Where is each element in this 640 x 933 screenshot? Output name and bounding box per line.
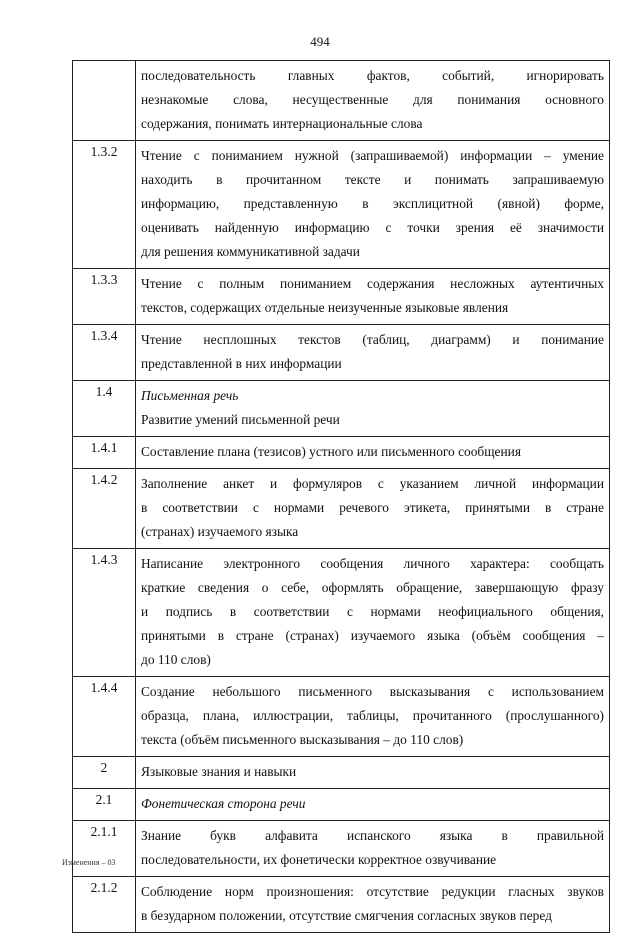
table-row	[73, 789, 610, 821]
text-line: содержания, понимать интернациональные слова	[141, 116, 423, 131]
row-text	[136, 61, 610, 141]
text-line: Развитие умений письменной речи	[141, 412, 340, 427]
footer-note: Изменения – 03	[62, 858, 116, 867]
row-text	[136, 549, 610, 677]
table-row	[73, 381, 610, 437]
table-row	[73, 61, 610, 141]
row-text	[136, 821, 610, 877]
text-line: до 110 слов)	[141, 652, 211, 667]
table-row	[73, 325, 610, 381]
text-line: Написание электронного сообщения личного характера: сообщать	[141, 556, 604, 571]
text-line: информацию, представленную в эксплицитной (явной) форме,	[141, 196, 604, 211]
table-row	[73, 877, 610, 933]
text-line: последовательности, их фонетически корректное озвучивание	[141, 852, 497, 867]
row-text	[136, 757, 610, 789]
text-line: Языковые знания и навыки	[141, 764, 297, 779]
text-line: для решения коммуникативной задачи	[141, 244, 360, 259]
row-code: 1.3.4	[73, 325, 136, 381]
row-code: 1.4	[73, 381, 136, 437]
row-code: 2.1.2	[73, 877, 136, 933]
text-line: Чтение с пониманием нужной (запрашиваемой) информации – умение	[141, 148, 604, 163]
row-code: 2.1.1	[73, 821, 136, 877]
row-code: 1.3.2	[73, 141, 136, 269]
text-line: Знание букв алфавита испанского языка в правильной	[141, 828, 604, 843]
row-code: 1.4.2	[73, 469, 136, 549]
row-code: 2	[73, 757, 136, 789]
text-line: Соблюдение норм произношения: отсутствие редукции гласных звуков	[141, 884, 604, 899]
text-line: Составление плана (тезисов) устного или письменного сообщения	[141, 444, 521, 459]
row-text	[136, 325, 610, 381]
text-line: текстов, содержащих отдельные неизученные языковые явления	[141, 300, 509, 315]
table-row	[73, 141, 610, 269]
row-text	[136, 677, 610, 757]
text-line: Чтение с полным пониманием содержания несложных аутентичных	[141, 276, 604, 291]
text-line: Чтение несплошных текстов (таблиц, диаграмм) и понимание	[141, 332, 604, 347]
content-table	[72, 60, 610, 933]
row-code: 1.4.4	[73, 677, 136, 757]
row-code	[73, 61, 136, 141]
text-line: и подпись в соответствии с нормами неофициального общения,	[141, 604, 604, 619]
table-row	[73, 549, 610, 677]
table-row	[73, 437, 610, 469]
text-line: образца, плана, иллюстрации, таблицы, прочитанного (прослушанного)	[141, 708, 604, 723]
page-number: 494	[310, 34, 330, 49]
text-line: оценивать найденную информацию с точки зрения её значимости	[141, 220, 604, 235]
section-title: Фонетическая сторона речи	[141, 796, 306, 811]
row-code: 1.4.3	[73, 549, 136, 677]
text-line: представленной в них информации	[141, 356, 342, 371]
table-row	[73, 757, 610, 789]
row-text	[136, 789, 610, 821]
text-line: (странах) изучаемого языка	[141, 524, 299, 539]
row-text	[136, 141, 610, 269]
row-text	[136, 381, 610, 437]
text-line: последовательность главных фактов, событий, игнорировать	[141, 68, 604, 83]
text-line: принятыми в стране (странах) изучаемого языка (объём сообщения –	[141, 628, 604, 643]
row-code: 2.1	[73, 789, 136, 821]
row-text	[136, 877, 610, 933]
text-line: Заполнение анкет и формуляров с указанием личной информации	[141, 476, 604, 491]
text-line: незнакомые слова, несущественные для понимания основного	[141, 92, 604, 107]
table-row	[73, 469, 610, 549]
text-line: текста (объём письменного высказывания – до 110 слов)	[141, 732, 464, 747]
text-line: находить в прочитанном тексте и понимать запрашиваемую	[141, 172, 604, 187]
text-line: краткие сведения о себе, оформлять обращение, завершающую фразу	[141, 580, 604, 595]
table-row	[73, 677, 610, 757]
table-row	[73, 269, 610, 325]
table-row	[73, 821, 610, 877]
text-line: в соответствии с нормами речевого этикета, принятыми в стране	[141, 500, 604, 515]
row-text	[136, 269, 610, 325]
row-text	[136, 437, 610, 469]
row-code: 1.3.3	[73, 269, 136, 325]
row-code: 1.4.1	[73, 437, 136, 469]
row-text	[136, 469, 610, 549]
section-title: Письменная речь	[141, 388, 239, 403]
text-line: Создание небольшого письменного высказывания с использованием	[141, 684, 604, 699]
text-line: в безударном положении, отсутствие смягчения согласных звуков перед	[141, 908, 552, 923]
